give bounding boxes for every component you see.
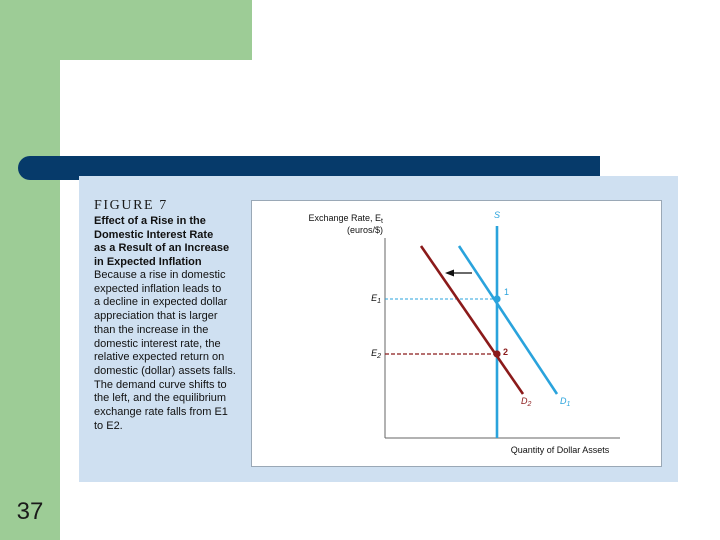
y-axis-unit: (euros/$) <box>346 225 383 235</box>
figure-title-line: Effect of a Rise in the <box>94 215 206 227</box>
caption-line: appreciation that is larger <box>94 310 218 323</box>
caption-line: relative expected return on <box>94 351 225 364</box>
caption-line: domestic (dollar) assets falls. <box>94 364 236 377</box>
y-axis-title: Exchange Rate, $E_t$ <box>308 213 383 225</box>
curve-label-d2: $D_2$ <box>521 396 532 408</box>
curve-label-d1: $D_1$ <box>560 396 571 408</box>
shift-arrow-head <box>445 270 454 277</box>
equilibrium-point-2 <box>493 350 500 357</box>
figure-label: FIGURE 7 <box>94 198 168 213</box>
x-axis-title: Quantity of Dollar Assets <box>510 445 610 455</box>
caption-line: domestic interest rate, the <box>94 337 221 350</box>
caption-line: a decline in expected dollar <box>94 296 228 309</box>
caption-line: to E2. <box>94 419 123 432</box>
point-label-1: 1 <box>504 287 510 297</box>
figure-title-line: in Expected Inflation <box>94 256 202 269</box>
caption-line: Because a rise in domestic <box>94 269 226 281</box>
curve-label-s: S <box>493 210 501 220</box>
slide-number: 37 <box>16 498 44 525</box>
caption-line: expected inflation leads to <box>94 282 222 295</box>
y-tick-label-e2: $E_2$ <box>371 348 381 360</box>
caption-line: exchange rate falls from E1 <box>94 406 228 419</box>
caption-line: the left, and the equilibrium <box>94 392 227 405</box>
point-label-2: 2 <box>503 347 509 357</box>
equilibrium-point-1 <box>493 295 500 302</box>
figure-title-line: Domestic Interest Rate <box>94 228 214 241</box>
y-tick-label-e1: $E_1$ <box>371 293 381 305</box>
caption-line: The demand curve shifts to <box>94 378 227 391</box>
figure-title-line: as a Result of an Increase <box>94 242 230 255</box>
caption-line: than the increase in the <box>94 323 209 336</box>
